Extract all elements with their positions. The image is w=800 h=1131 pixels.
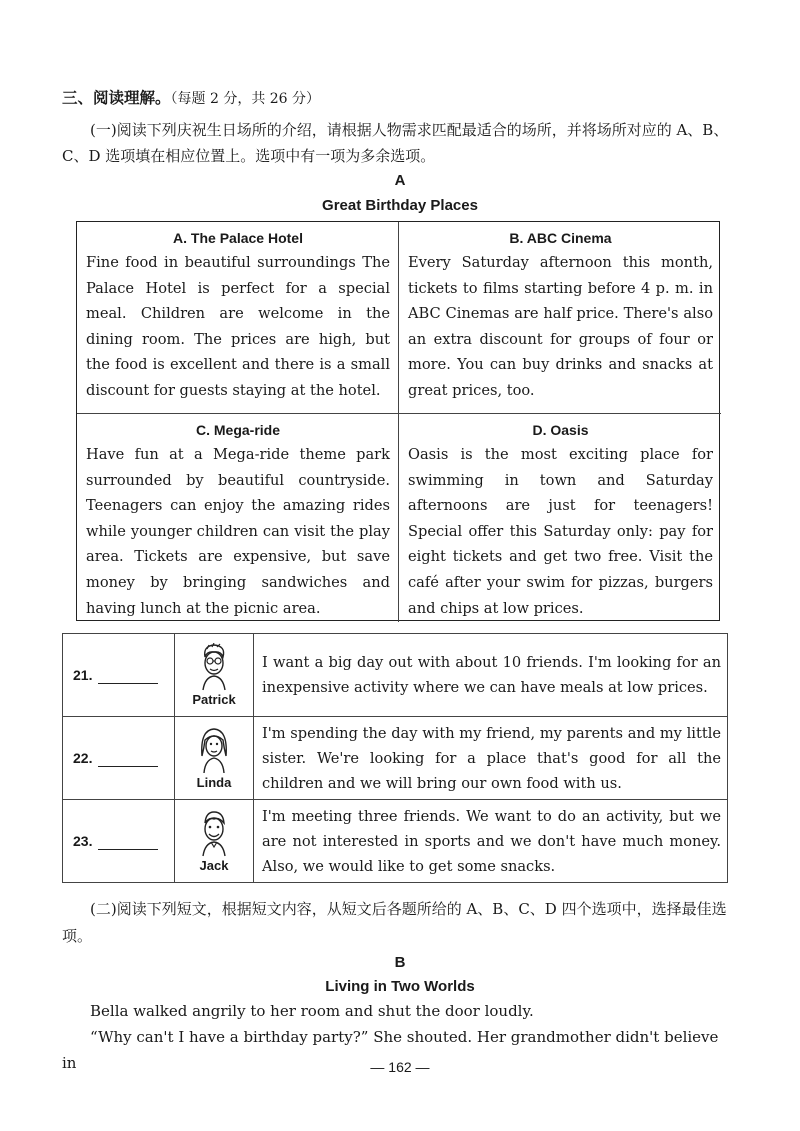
question-22	[63, 717, 175, 800]
story-paragraph: Bella walked angrily to her room and shut the door loudly.	[90, 1002, 534, 1020]
places-grid	[76, 221, 720, 621]
part2-instruction: (二)阅读下列短文，根据短文内容，从短文后各题所给的 A、B、C、D 四个选项中，选择最佳选项。	[62, 900, 727, 945]
person-name: Linda	[196, 775, 232, 790]
part1-letter: A	[394, 172, 406, 189]
part1-instruction: (一)阅读下列庆祝生日场所的介绍，请根据人物需求匹配最适合的场所，并将场所对应的 A、B、C、D 选项填在相应位置上。选项中有一项为多余选项。	[62, 121, 729, 165]
people-table	[62, 633, 728, 883]
table-row	[63, 717, 728, 800]
page-number: — 162 —	[370, 1059, 430, 1075]
story-paragraph: “Why can't I have a birthday party?” She shouted. Her grandmother didn't believe in	[62, 1028, 719, 1072]
table-row	[63, 800, 728, 883]
place-title: A. The Palace Hotel	[173, 230, 303, 246]
place-description: Fine food in beautiful surroundings The Palace Hotel is perfect for a special meal. Children are welcome in the dining room. The prices are high, but the food is excellent and there is a small discount for guests staying at the hotel.	[86, 254, 390, 399]
table-row	[63, 634, 728, 717]
section-score-note: （每题 2 分，共 26 分）	[170, 91, 321, 107]
linda-portrait-icon	[197, 726, 231, 774]
person-patrick	[175, 634, 254, 717]
part1-heading: Great Birthday Places	[322, 197, 478, 214]
place-card-d	[399, 414, 721, 622]
answer-blank[interactable]	[98, 750, 158, 767]
question-23	[63, 800, 175, 883]
person-linda	[175, 717, 254, 800]
section-title-text: 三、阅读理解。	[62, 88, 171, 107]
answer-blank[interactable]	[98, 833, 158, 850]
section-title	[62, 86, 734, 108]
person-name: Patrick	[192, 692, 236, 707]
place-title: B. ABC Cinema	[509, 230, 612, 246]
person-name: Jack	[199, 858, 229, 873]
person-need: I want a big day out with about 10 friends. I'm looking for an inexpensive activity where we can have meals at low prices.	[254, 634, 728, 717]
part2-letter: B	[394, 954, 406, 971]
person-need: I'm meeting three friends. We want to do an activity, but we are not interested in sports and we don't have much money. Also, we would like to get some snacks.	[254, 800, 728, 883]
jack-portrait-icon	[197, 809, 231, 857]
place-description: Oasis is the most exciting place for swimming in town and Saturday afternoons are just for teenagers! Special offer this Saturday only: pay for eight tickets and get two free. Visit the café after your swim for pizzas, burgers and chips at low prices.	[408, 446, 713, 617]
question-number: 23.	[73, 832, 93, 849]
answer-blank[interactable]	[98, 667, 158, 684]
place-title: D. Oasis	[532, 422, 589, 438]
place-description: Every Saturday afternoon this month, tickets to films starting before 4 p. m. in ABC Cinemas are half price. There's also an extra discount for groups of four or more. You can buy drinks and snacks at great prices, too.	[408, 254, 713, 399]
question-21	[63, 634, 175, 717]
person-jack	[175, 800, 254, 883]
place-card-a	[77, 222, 399, 414]
part2-heading: Living in Two Worlds	[325, 978, 475, 995]
question-number: 22.	[73, 749, 93, 766]
patrick-portrait-icon	[197, 643, 231, 691]
place-description: Have fun at a Mega-ride theme park surrounded by beautiful countryside. Teenagers can enjoy the amazing rides while younger children can visit the play area. Tickets are expensive, but save money by bringing sandwiches and having lunch at the picnic area.	[86, 446, 390, 617]
place-card-b	[399, 222, 721, 414]
person-need: I'm spending the day with my friend, my parents and my little sister. We're looking for a place that's good for all the children and we will bring our own food with us.	[254, 717, 728, 800]
place-title: C. Mega-ride	[195, 422, 280, 438]
place-card-c	[77, 414, 399, 622]
question-number: 21.	[73, 666, 93, 683]
